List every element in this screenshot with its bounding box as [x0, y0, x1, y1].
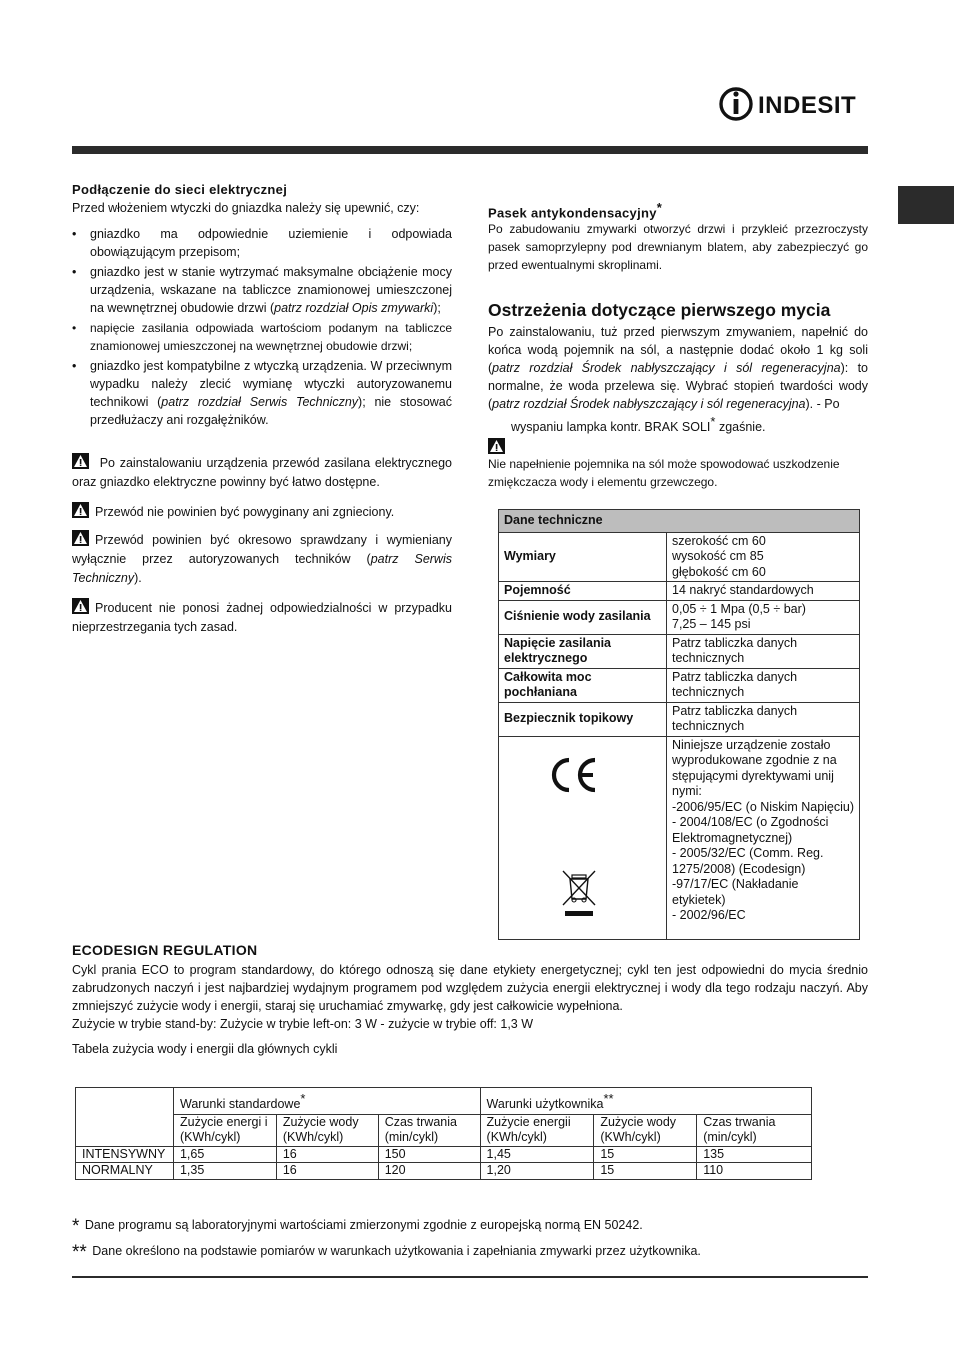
table-row: [499, 702, 860, 736]
cycle-name: INTENSYWNY: [76, 1146, 174, 1163]
row-value: Patrz tabliczka danych technicznych: [667, 702, 860, 736]
standby-text: Zużycie w trybie stand-by: Zużycie w trybie left-on: 3 W - zużycie w trybie off: 1,3 W: [72, 1017, 534, 1031]
directive-line: -97/17/EC (Nakładanie etykietek): [672, 877, 799, 907]
asterisk: *: [710, 414, 716, 430]
list-item-ref: patrz rozdział Serwis Techniczny: [161, 395, 359, 409]
row-label: Bezpiecznik topikowy: [499, 702, 667, 736]
first-wash-text-part: ): to normalne, że woda przelewa się. Wybrać stopień twardości wody (: [488, 361, 868, 412]
row-label: Wymiary: [499, 532, 667, 582]
table-row: [499, 634, 860, 668]
row-value: [667, 600, 860, 634]
table-cell: 1,65: [173, 1146, 276, 1163]
column-header: Czas trwania (min/cykl): [697, 1114, 812, 1146]
list-item: [72, 357, 452, 429]
warning-tail: ).: [134, 571, 142, 585]
list-item: [72, 263, 452, 317]
table-cell: 15: [594, 1163, 697, 1180]
table-cell: 110: [697, 1163, 812, 1180]
language-tab: [898, 186, 954, 224]
value-line: 0,05 ÷ 1 Mpa (0,5 ÷ bar): [672, 601, 806, 616]
value-line: wysokość cm 85: [672, 549, 764, 563]
table-row: [76, 1114, 812, 1146]
footnotes: [72, 1214, 868, 1264]
table-cell: 150: [378, 1146, 480, 1163]
table-row: [499, 582, 860, 601]
row-value: Patrz tabliczka danych technicznych: [667, 668, 860, 702]
table-header: Dane techniczne: [499, 510, 860, 533]
directive-line: - 2005/32/EC (Comm. Reg. 1275/2008) (Ecodesign): [672, 846, 824, 876]
table-cell: 120: [378, 1163, 480, 1180]
right-column: [488, 200, 868, 491]
list-item-tail: );: [433, 301, 441, 315]
first-wash-text-part: ). - Po: [805, 397, 840, 412]
footnote: [72, 1214, 868, 1238]
table-cell: 135: [697, 1146, 812, 1163]
warning-icon: [488, 438, 505, 454]
asterisk: **: [603, 1091, 614, 1106]
directive-line: - 2002/96/EC: [672, 908, 746, 922]
warning-icon: [72, 502, 89, 518]
table-cell: 16: [276, 1146, 378, 1163]
group-header-text: Warunki użytkownika: [486, 1097, 604, 1112]
svg-text:INDESIT: INDESIT: [758, 92, 857, 119]
list-item: [72, 319, 452, 355]
warning-text: Przewód nie powinien być powyginany ani zgnieciony.: [95, 505, 395, 519]
row-value: Patrz tabliczka danych technicznych: [667, 634, 860, 668]
table-row: [76, 1163, 812, 1180]
row-value: [667, 532, 860, 582]
group-header: [173, 1088, 480, 1115]
list-item-text: gniazdko jest kompatybilne z wtyczką urządzenia. W przeciwnym wypadku należy zlecić wymianę wtyczki autoryzowanemu technikowi (: [90, 359, 452, 409]
directive-line: -2006/95/EC (o Niskim Napięciu): [672, 799, 855, 814]
directives-cell: [667, 736, 860, 939]
value-line: szerokość cm 60: [672, 533, 766, 548]
warning-paragraph: [72, 453, 452, 492]
salt-warning-text: Nie napełnienie pojemnika na sól może spowodować uszkodzenie zmiękczacza wody i elementu grzewczego.: [488, 457, 840, 490]
footnote-mark: **: [72, 1242, 87, 1263]
warning-icon-wrap: [488, 438, 868, 455]
table-row: [499, 532, 860, 582]
ecodesign-text: Cykl prania ECO to program standardowy, do którego odnoszą się dane etykiety energetycznej; cykl ten jest odpowiedni do mycia średnio zabrudzonych naczyń i jest najbardziej wydajnym programem pod względem zużycia energii elektrycznej i wody dla tego rodzaju naczyń. Aby zmniejszyć zużycie wody i energii, staraj się uruchamiać zmywarkę, gdy jest całkowicie wypełniona.: [72, 963, 868, 1013]
warning-text: Po zainstalowaniu urządzenia przewód zasilana elektrycznego oraz gniazdko elektryczne powinny być łatwo dostępne.: [72, 456, 452, 489]
empty-cell: [76, 1088, 174, 1147]
table-cell: 16: [276, 1163, 378, 1180]
weee-bin-icon: [561, 869, 597, 919]
technical-data-table: [498, 509, 860, 940]
salt-lamp-line: [488, 413, 868, 436]
value-line: głębokość cm 60: [672, 564, 766, 579]
table-cell: 1,35: [173, 1163, 276, 1180]
pasek-title-text: Pasek antykondensacyjny: [488, 205, 657, 221]
table-cell: 1,20: [480, 1163, 594, 1180]
list-item-text: napięcie zasilania odpowiada wartościom podanym na tabliczce znamionowej umieszczonej na wewnętrznej obudowie drzwi;: [90, 321, 452, 353]
header-bar: [72, 146, 868, 154]
section-title: Podłączenie do sieci elektrycznej: [72, 182, 288, 197]
table-caption: Tabela zużycia wody i energii dla głównych cykli: [72, 1042, 338, 1056]
list-item: [72, 225, 452, 261]
warning-icon: [72, 530, 89, 546]
row-label: Ciśnienie wody zasilania: [499, 600, 667, 634]
directive-line: Niniejsze urządzenie zostało wyprodukowane zgodnie z na stępującymi dyrektywami unij nymi:: [672, 737, 837, 798]
table-row: [76, 1088, 812, 1115]
list-item-text: gniazdko jest w stanie wytrzymać maksymalne obciążenie mocy urządzenia, wskazane na tabliczce znamionowej umieszczonej na wewnętrznej obudowie drzwi (: [90, 265, 452, 315]
table-row: [499, 736, 860, 939]
warning-paragraph: [72, 530, 452, 588]
column-header: Czas trwania (min/cykl): [378, 1114, 480, 1146]
pasek-text: Po zabudowaniu zmywarki otworzyć drzwi i przykleić przezroczysty pasek samoprzylepny pod drewnianym blatem, aby zabezpieczyć go przed ewentualnymi skroplinami.: [488, 222, 868, 273]
checklist: [72, 225, 452, 429]
warning-icon: [72, 598, 89, 614]
column-header: Zużycie wody (KWh/cykl): [594, 1114, 697, 1146]
row-label: Całkowita moc pochłaniana: [499, 668, 667, 702]
warning-text: Producent nie ponosi żadnej odpowiedzialności w przypadku nieprzestrzegania tych zasad.: [72, 601, 452, 634]
value-line: 7,25 – 145 psi: [672, 617, 751, 631]
electrical-connection-section: [72, 182, 452, 637]
first-wash-title: Ostrzeżenia dotyczące pierwszego mycia: [488, 300, 831, 321]
directive-line: - 2004/108/EC (o Zgodności Elektromagnetycznej): [672, 815, 829, 845]
cycle-name: NORMALNY: [76, 1163, 174, 1180]
salt-lamp-tail: zgaśnie.: [715, 420, 766, 435]
marks-cell: [499, 736, 667, 939]
first-wash-text-part: Po zainstalowaniu, tuż przed pierwszym zmywaniem, napełnić do końca wodą pojemnik na sól, a następnie dodać około 1 kg soli (: [488, 325, 868, 376]
salt-lamp-text: wyspaniu lampka kontr. BRAK SOLI: [511, 420, 711, 435]
footnote-text: Dane programu są laboratoryjnymi wartościami zmierzonymi zgodnie z europejską normą EN 50242.: [81, 1218, 643, 1232]
warning-paragraph: [72, 502, 452, 522]
row-label: Napięcie zasilania elektrycznego: [499, 634, 667, 668]
indesit-logo: [718, 84, 870, 124]
pasek-title: [488, 200, 868, 220]
warning-text: Przewód powinien być okresowo sprawdzany i wymieniany wyłącznie przez autoryzowanych techników (: [72, 533, 452, 566]
table-cell: 15: [594, 1146, 697, 1163]
ce-mark-icon: [547, 755, 599, 795]
table-row: [499, 600, 860, 634]
consumption-table: [75, 1087, 812, 1180]
first-wash-ref: patrz rozdział Środek nabłyszczający i sól regeneracyjna: [492, 361, 841, 376]
ecodesign-section: [72, 942, 868, 1058]
column-header: Zużycie wody (KWh/cykl): [276, 1114, 378, 1146]
list-item-tail: ); nie stosować przedłużaczy ani rozgałężników.: [90, 395, 453, 427]
warning-icon: [72, 453, 89, 469]
row-value: 14 nakryć standardowych: [667, 582, 860, 601]
list-item-ref: patrz rozdział Opis zmywarki: [274, 301, 434, 315]
asterisk: *: [300, 1091, 306, 1106]
table-header-row: [499, 510, 860, 533]
footnote-mark: *: [72, 1216, 80, 1237]
ecodesign-title: ECODESIGN REGULATION: [72, 942, 258, 958]
list-item-text: gniazdko ma odpowiednie uziemienie i odpowiada obowiązującym przepisom;: [90, 227, 452, 259]
column-header: Zużycie energi i (KWh/cykl): [173, 1114, 276, 1146]
footnote-text: Dane określono na podstawie pomiarów w warunkach użytkowania i zapełniania zmywarki przez użytkownika.: [88, 1244, 701, 1258]
warning-paragraph: [72, 598, 452, 637]
warning-ref: patrz Serwis Techniczny: [72, 552, 452, 585]
table-row: [76, 1146, 812, 1163]
row-label: Pojemność: [499, 582, 667, 601]
asterisk: *: [656, 200, 663, 215]
group-header-text: Warunki standardowe: [179, 1097, 301, 1112]
table-cell: 1,45: [480, 1146, 594, 1163]
group-header: [480, 1088, 811, 1115]
first-wash-text: [488, 323, 868, 413]
intro-text: Przed włożeniem wtyczki do gniazdka należy się upewnić, czy:: [72, 201, 420, 215]
footer-rule: [72, 1276, 868, 1278]
table-row: [499, 668, 860, 702]
footnote: [72, 1240, 868, 1264]
first-wash-ref: patrz rozdział Środek nabłyszczający i sól regeneracyjna: [492, 397, 806, 412]
column-header: Zużycie energii (KWh/cykl): [480, 1114, 594, 1146]
